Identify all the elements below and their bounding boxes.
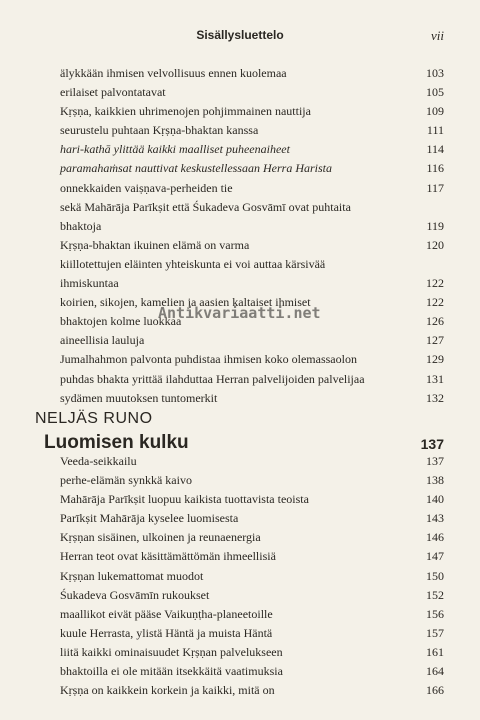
toc-entry-text: Parīkṣit Mahārāja kyselee luomisesta — [60, 511, 239, 526]
toc-entry — [60, 681, 444, 700]
toc-entry-text: Kṛṣṇa, kaikkien uhrimenojen pohjimmainen nauttija — [60, 104, 311, 119]
toc-entry-page: 122 — [426, 295, 444, 310]
toc-entry — [60, 547, 444, 566]
toc-entry-page: 105 — [426, 85, 444, 100]
toc-entry-page: 164 — [426, 664, 444, 679]
toc-entry-text: erilaiset palvontatavat — [60, 85, 166, 100]
toc-entry-page: 140 — [426, 492, 444, 507]
toc-entry-text: ihmiskuntaa — [60, 276, 119, 291]
toc-entry-page: 166 — [426, 683, 444, 698]
toc-entry — [60, 490, 444, 509]
toc-entry — [60, 350, 444, 369]
toc-entry-page: 147 — [426, 549, 444, 564]
toc-entry — [60, 179, 444, 198]
toc-entry-page: 138 — [426, 473, 444, 488]
toc-entry — [60, 64, 444, 83]
toc-entry-text: Kṛṣṇa on kaikkein korkein ja kaikki, mitä on — [60, 683, 275, 698]
toc-entry-text: bhaktoja — [60, 218, 102, 233]
toc-entry-page: 143 — [426, 511, 444, 526]
toc-entry-page: 122 — [426, 276, 444, 291]
toc-entry — [60, 528, 444, 547]
toc-entry-text: onnekkaiden vaiṣṇava-perheiden tie — [60, 180, 233, 195]
toc-entry-page: 152 — [426, 587, 444, 602]
toc-entry — [60, 198, 444, 217]
toc-entry-page: 157 — [426, 625, 444, 640]
toc-entry — [60, 370, 444, 389]
toc-entry-text: älykkään ihmisen velvollisuus ennen kuolemaa — [60, 66, 287, 80]
toc-entry-page: 156 — [426, 606, 444, 621]
toc-entry-text: aineellisia lauluja — [60, 333, 145, 348]
toc-entry — [60, 255, 444, 274]
toc-entry-text: kiillotettujen eläinten yhteiskunta ei voi auttaa kärsivää — [60, 256, 326, 271]
toc-entry-text: sydämen muutoksen tuntomerkit — [60, 390, 218, 405]
toc-entry-page: 114 — [426, 142, 444, 157]
toc-entry-text: koirien, sikojen, kamelien ja aasien kaltaiset ihmiset — [60, 295, 311, 310]
page-header — [0, 28, 480, 46]
toc-entry-page: 131 — [426, 371, 444, 386]
toc-entry-page: 116 — [426, 161, 444, 176]
toc-entry-page: 126 — [426, 314, 444, 329]
toc-entry — [60, 662, 444, 681]
toc-entry-page: 119 — [426, 218, 444, 233]
toc-entry-text: seurustelu puhtaan Kṛṣṇa-bhaktan kanssa — [60, 123, 259, 138]
toc-entry — [60, 509, 444, 528]
toc-entry-page: 146 — [426, 530, 444, 545]
toc-entry-text: Kṛṣṇan sisäinen, ulkoinen ja reunaenergia — [60, 530, 261, 545]
toc-entry-text: Śukadeva Gosvāmīn rukoukset — [60, 587, 210, 602]
toc-entry-page: 120 — [426, 237, 444, 252]
toc-entry — [60, 159, 444, 178]
toc-entry-text: perhe-elämän synkkä kaivo — [60, 473, 192, 488]
toc-entry — [60, 452, 444, 471]
toc-entry-text: paramahaṁsat nauttivat keskustellessaan Herra Harista — [60, 161, 332, 176]
toc-entry — [60, 624, 444, 643]
toc-entry-page: 117 — [426, 180, 444, 195]
toc-entry — [60, 217, 444, 236]
toc-entry — [60, 586, 444, 605]
toc-entry-text: bhaktojen kolme luokkaa — [60, 314, 182, 329]
toc-entry-text: maallikot eivät pääse Vaikuṇṭha-planeetoille — [60, 606, 273, 621]
toc-chapter-list — [60, 452, 444, 700]
toc-entry-text: Kṛṣṇa-bhaktan ikuinen elämä on varma — [60, 237, 250, 252]
toc-entry-page: 132 — [426, 390, 444, 405]
toc-entry-text: bhaktoilla ei ole mitään itsekkäitä vaatimuksia — [60, 664, 283, 679]
toc-entry — [60, 121, 444, 140]
toc-entry — [60, 567, 444, 586]
toc-entry — [60, 236, 444, 255]
toc-entry-text: Mahārāja Parīkṣit luopuu kaikista tuottavista teoista — [60, 492, 309, 507]
toc-entry-text: kuule Herrasta, ylistä Häntä ja muista Häntä — [60, 625, 273, 640]
running-title: Sisällysluettelo — [196, 28, 284, 42]
toc-entry-page: 161 — [426, 644, 444, 659]
toc-entry-text: liitä kaikki ominaisuudet Kṛṣṇan palvelukseen — [60, 644, 283, 659]
toc-continued-list — [60, 64, 444, 408]
toc-entry-page: 150 — [426, 568, 444, 583]
toc-entry-page: 111 — [426, 123, 444, 138]
toc-entry-text: Herran teot ovat käsittämättömän ihmeellisiä — [60, 549, 276, 564]
toc-entry-page: 127 — [426, 333, 444, 348]
toc-entry — [60, 140, 444, 159]
toc-entry-text: Jumalhahmon palvonta puhdistaa ihmisen koko olemassaolon — [60, 352, 357, 367]
watermark: Antikvariaatti.net — [158, 304, 321, 322]
page-number: vii — [431, 28, 444, 43]
toc-entry-text: Kṛṣṇan lukemattomat muodot — [60, 568, 204, 583]
toc-entry-page: 103 — [426, 66, 444, 80]
toc-entry-page: 129 — [426, 352, 444, 367]
toc-entry-text: Veeda-seikkailu — [60, 454, 137, 468]
toc-entry-text: hari-kathā ylittää kaikki maalliset puheenaiheet — [60, 142, 290, 157]
toc-entry — [60, 274, 444, 293]
toc-entry — [60, 389, 444, 408]
toc-entry — [60, 643, 444, 662]
toc-entry-text: sekä Mahārāja Parīkṣit että Śukadeva Gosvāmī ovat puhtaita — [60, 199, 351, 214]
toc-entry-page: 137 — [426, 454, 444, 468]
part-title: NELJÄS RUNO — [35, 410, 153, 427]
chapter-title: Luomisen kulku — [44, 432, 189, 453]
toc-entry — [60, 331, 444, 350]
chapter-page: 137 — [420, 436, 444, 452]
toc-entry — [60, 102, 444, 121]
toc-entry — [60, 471, 444, 490]
toc-entry — [60, 605, 444, 624]
toc-entry-text: puhdas bhakta yrittää ilahduttaa Herran palvelijoiden palvelijaa — [60, 371, 365, 386]
toc-entry-page: 109 — [426, 104, 444, 119]
toc-entry — [60, 83, 444, 102]
